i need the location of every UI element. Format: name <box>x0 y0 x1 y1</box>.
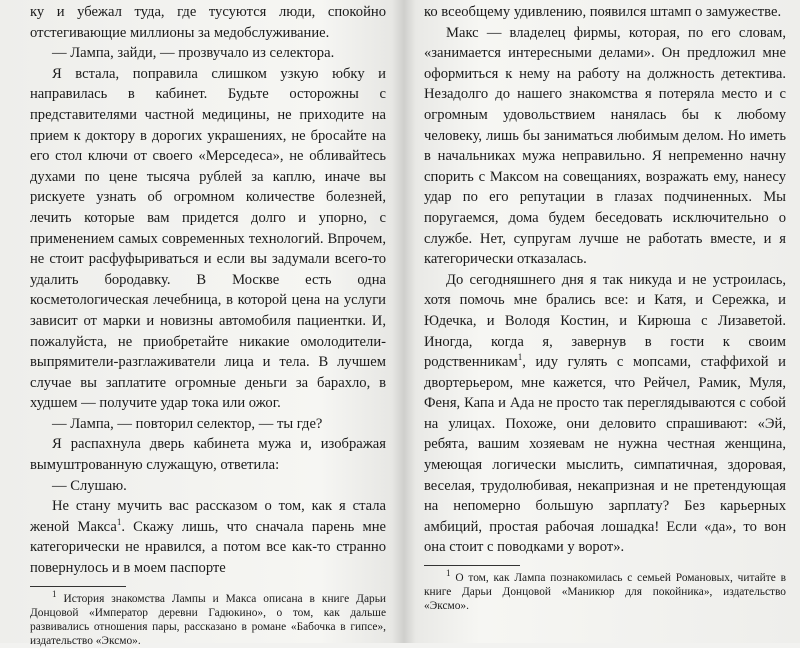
paragraph <box>30 496 386 578</box>
paragraph: — Слушаю. <box>52 477 127 494</box>
paragraph: Я распахнула дверь кабинета мужа и, изображая вымуштрованную служащую, ответила: <box>30 436 386 474</box>
footnote-text: О том, как Лампа познакомилась с семьей Романовых, читайте в книге Дарьи Донцовой «Маникюр для покойника», издательство «Эксмо». <box>424 572 786 613</box>
paragraph-text: Не стану мучить вас рассказом о том, как я стала женой Макса <box>30 498 386 535</box>
paragraph: — Лампа, зайди, — прозвучало из селектора. <box>52 45 335 62</box>
right-page <box>402 0 800 643</box>
paragraph-text: . Скажу лишь, что сначала парень мне категорически не нравился, а потом все как-то странно повернулось и в моем паспорте <box>30 518 387 577</box>
paragraph: — Лампа, — повторил селектор, — ты где? <box>52 415 323 432</box>
footnote-marker: 1 <box>517 352 523 363</box>
paragraph: ку и убежал туда, где тусуются люди, спокойно отстегивающие миллионы за медобслуживание. <box>30 4 386 41</box>
paragraph: ко всеобщему удивлению, появился штамп о замужестве. <box>424 4 782 20</box>
paragraph: Я встала, поправила слишком узкую юбку и направилась в кабинет. Будьте осторожны с представителями частной медицины, не приходите на прием к доктору в дорогих украшениях, не бросайте на его стол ключи от своего «Мерседеса», не обливайтесь духами по цене тысяча рублей за каплю, иначе вы рискуете узнать об огромном количестве болезней, лечить которые вам придется долго и упорно, с применением самых современных технологий. Впрочем, не стоит расфуфыриваться и если вы задумали всего-то удалить бородавку. В Москве есть одна косметологическая лечебница, в которой цена на услуги зависит от марки и новизны автомобиля пациентки. И, пожалуйста, не приобретайте никакие омолодители-выпрямители-разглаживатели лица и тела. В лучшем случае вы заплатите огромные деньги за барахло, в худшем — получите удар тока или ожог. <box>30 65 386 412</box>
footnote-divider <box>30 586 126 587</box>
footnote-marker: 1 <box>52 588 57 599</box>
paragraph-text: , иду гулять с мопсами, стаффихой и двортерьером, мне кажется, что Рейчел, Рамик, Муля, Феня, Капа и Ада не просто так переглядываются с собой на улицах. Похоже, они деловито спрашивают: «Эй, ребята, вашим хозяевам не нужна честная женщина, умеющая логически мыслить, симпатичная, здоровая, веселая, трудолюбивая, некапризная и не претендующая на непомерно большую зарплату? Без карьерных амбиций, простая рабочая лошадка! Если «да», то вон она стоит с поводками у ворот». <box>424 354 786 556</box>
footnote-text: История знакомства Лампы и Макса описана в книге Дарьи Донцовой «Император деревни Гадюкино», о том, как дальше развивались отношения пары, рассказано в романе «Бабочка в гипсе», издательство «Эксмо». <box>30 592 386 647</box>
footnote-marker: 1 <box>116 516 122 527</box>
footnote-marker: 1 <box>446 568 451 579</box>
paragraph-text: До сегодняшнего дня я так никуда и не устроилась, хотя помочь мне брались все: и Катя, и Сережка, и Юдечка, и Володя Костин, и Кирюша с Лизаветой. Иногда, когда я, завернув в гости к своим родственникам <box>424 271 786 371</box>
footnote <box>30 588 386 648</box>
footnote <box>424 568 786 613</box>
footnote-divider <box>424 565 520 566</box>
left-page <box>0 0 400 647</box>
paragraph: Макс — владелец фирмы, которая, по его словам, «занимается интересными делами». Он предложил мне оформиться к нему на работу на должность детектива. Незадолго до нашего знакомства я потеряла место и с огромным удовольствием нанялась бы к любому человеку, лишь бы заниматься любимым делом. Но иметь в начальниках мужа неправильно. Я непременно начну спорить с Максом на совещаниях, возражать ему, нанесу удар по его репутации в глазах подчиненных. Мы поругаемся, дома будем беседовать исключительно о службе. Нет, супругам лучше не работать вместе, и я категорически отказалась. <box>424 24 786 268</box>
paragraph <box>424 270 786 558</box>
